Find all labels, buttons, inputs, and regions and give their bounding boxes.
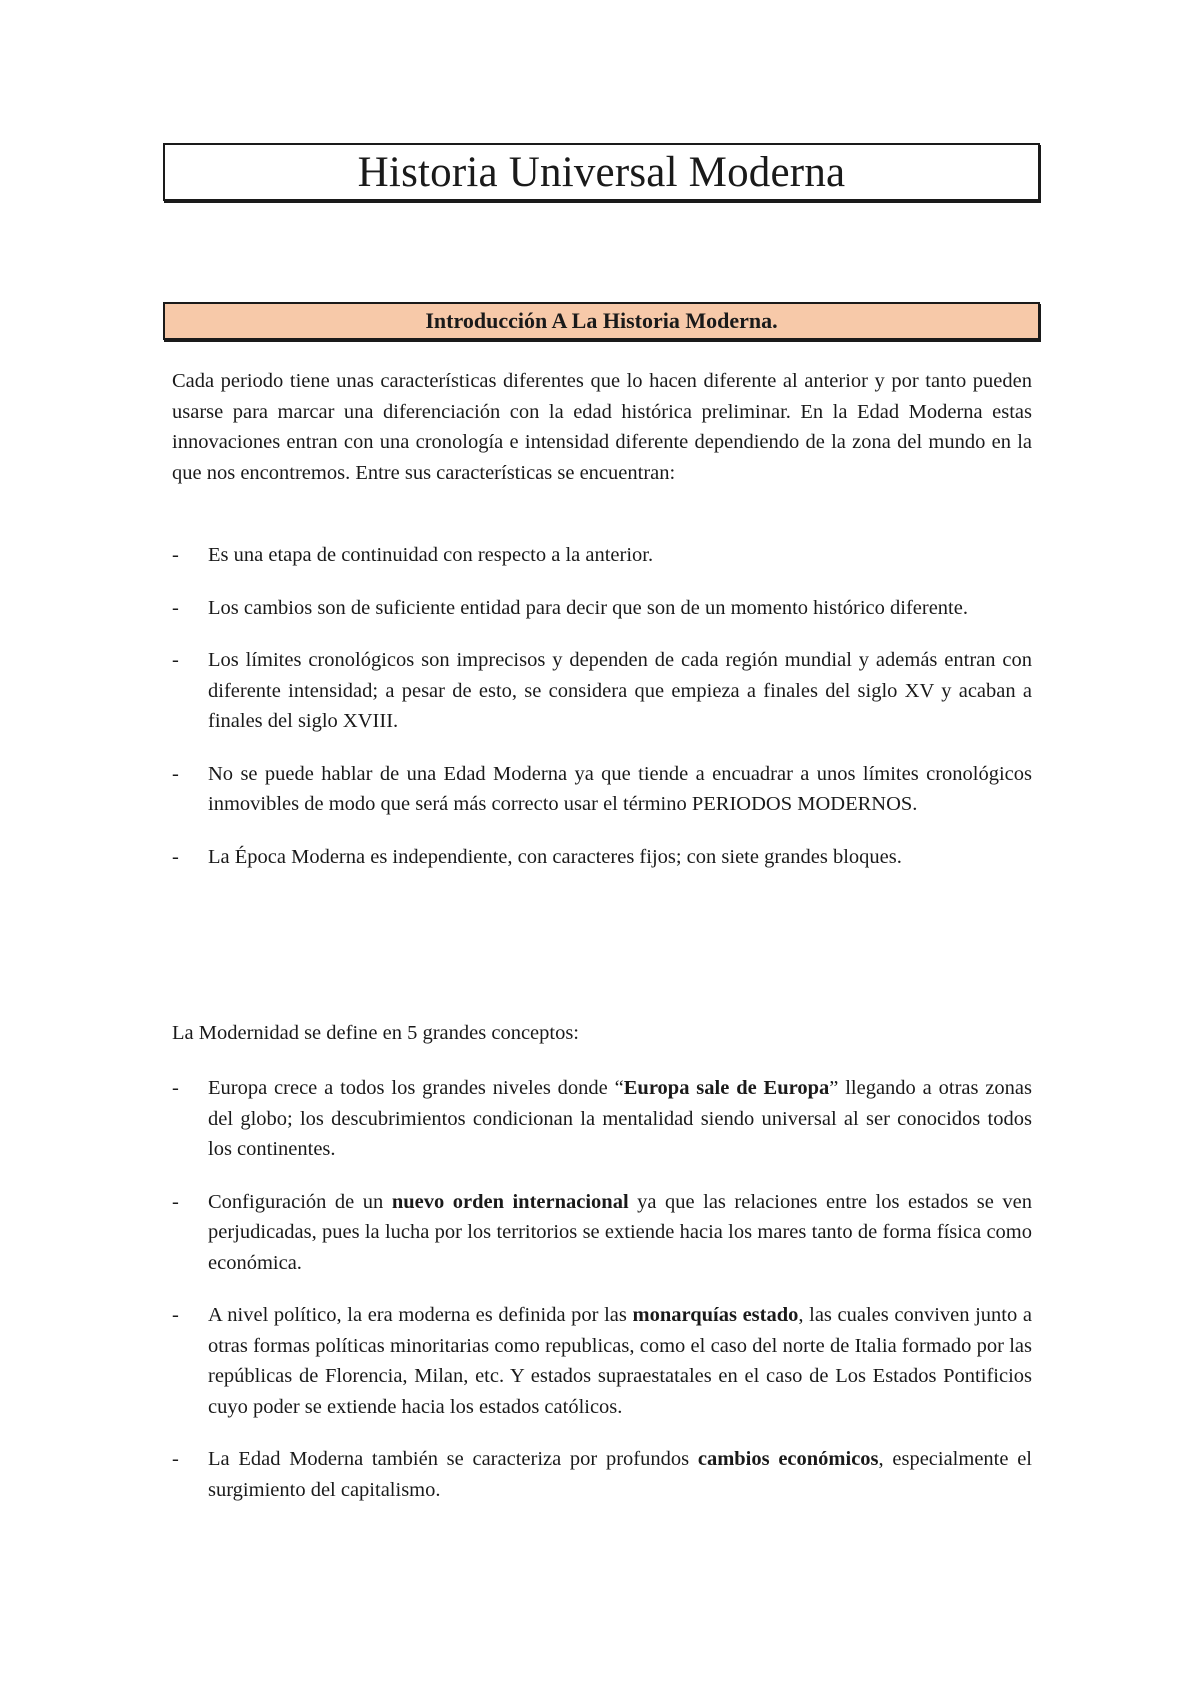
concept-text-after: , las cuales conviven junto a otras formas políticas minoritarias como republicas, como el caso del norte de Italia formado por las repúblicas de Florencia, Milan, etc. Y estados supraestatales en el caso de Los Estados Pontificios cuyo poder se extiende hacia los estados católicos. (208, 1304, 1032, 1418)
concept-bold-term: nuevo orden internacional (391, 1190, 629, 1213)
concept-text-after: ya que las relaciones entre los estados se ven perjudicadas, pues la lucha por los territorios se extiende hacia los mares tanto de forma física como económica. (208, 1190, 1032, 1274)
concept-text-before: A nivel político, la era moderna es definida por las (208, 1304, 633, 1326)
concept-bold-term: Europa sale de Europa (623, 1077, 830, 1099)
title-box (163, 143, 1040, 201)
characteristics-list (172, 540, 1032, 894)
concept-text-before: Europa crece a todos los grandes niveles donde “ (208, 1077, 624, 1099)
modernity-intro: La Modernidad se define en 5 grandes conceptos: (172, 1022, 580, 1044)
concept-text-after: ” llegando a otras zonas del globo; los descubrimientos condicionan la mentalidad siendo universal al ser conocidos todos los continentes. (208, 1077, 1033, 1160)
bullet-dash: - (172, 1304, 179, 1326)
list-item (172, 759, 1032, 820)
bullet-dash: - (172, 1077, 179, 1099)
bullet-dash: - (172, 1448, 179, 1470)
list-item (172, 1073, 1032, 1165)
list-item (172, 540, 1032, 571)
list-item (172, 1444, 1032, 1505)
section-heading-box (163, 302, 1040, 340)
intro-paragraph: Cada periodo tiene unas características diferentes que lo hacen diferente al anterior y por tanto pueden usarse para marcar una diferenciación con la edad histórica preliminar. En la Edad Moderna estas innovaciones entran con una cronología e intensidad diferente dependiendo de la zona del mundo en la que nos encontremos. Entre sus características se encuentran: (172, 370, 1032, 484)
concepts-list (172, 1073, 1032, 1527)
bullet-dash: - (172, 596, 179, 619)
concept-text-after: , especialmente el surgimiento del capitalismo. (208, 1448, 1032, 1501)
bullet-dash: - (172, 649, 179, 671)
list-item-text: Los límites cronológicos son imprecisos y dependen de cada región mundial y además entran con diferente intensidad; a pesar de esto, se considera que empieza a finales del siglo XV y acaban a finales del siglo XVIII. (208, 649, 1032, 732)
list-item-text: No se puede hablar de una Edad Moderna ya que tiende a encuadrar a unos límites cronológicos inmovibles de modo que será más correcto usar el término PERIODOS MODERNOS. (208, 762, 1032, 815)
concept-text-before: Configuración de un (208, 1190, 392, 1213)
list-item (172, 645, 1032, 737)
list-item (172, 1187, 1032, 1279)
list-item (172, 593, 1032, 624)
list-item-text: Es una etapa de continuidad con respecto a la anterior. (208, 544, 654, 566)
concept-text-before: La Edad Moderna también se caracteriza por profundos (208, 1448, 698, 1470)
concept-bold-term: cambios económicos (697, 1448, 879, 1470)
section-heading: Introducción A La Historia Moderna. (425, 308, 778, 333)
list-item-text: La Época Moderna es independiente, con caracteres fijos; con siete grandes bloques. (208, 845, 902, 868)
bullet-dash: - (172, 845, 179, 868)
bullet-dash: - (172, 544, 179, 566)
list-item-text: Los cambios son de suficiente entidad para decir que son de un momento histórico diferente. (208, 596, 968, 619)
bullet-dash: - (172, 762, 179, 785)
document-title: Historia Universal Moderna (357, 148, 846, 196)
list-item (172, 842, 1032, 873)
concept-bold-term: monarquías estado (632, 1304, 799, 1326)
list-item (172, 1300, 1032, 1422)
bullet-dash: - (172, 1190, 179, 1213)
